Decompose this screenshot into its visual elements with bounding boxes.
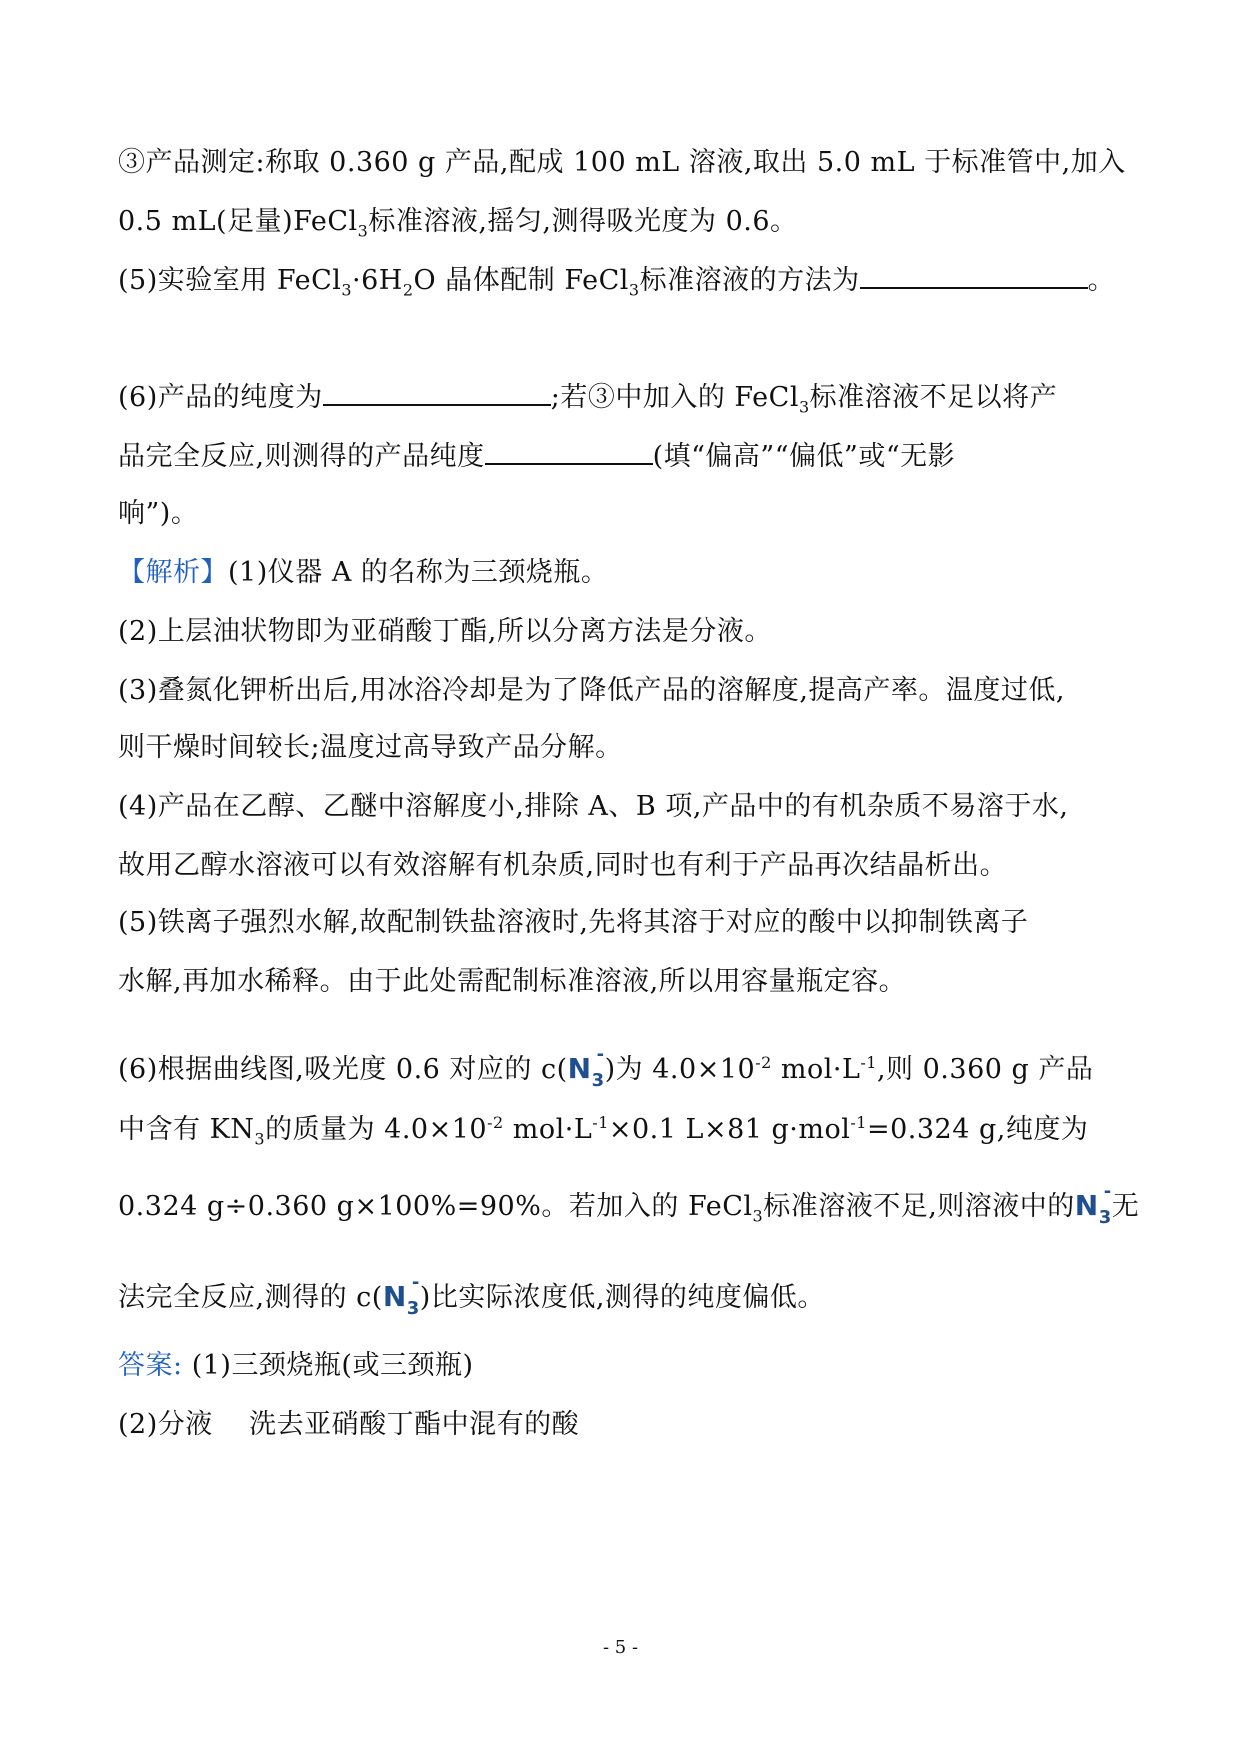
text-segment: 。 bbox=[1087, 265, 1116, 296]
text-line bbox=[118, 612, 1128, 652]
text-segment: ;若③中加入的 FeCl bbox=[550, 382, 799, 413]
text-line bbox=[118, 1103, 1128, 1159]
text-segment: 标准溶液不足,则溶液中的 bbox=[763, 1191, 1075, 1222]
subscript: 3 bbox=[341, 280, 353, 300]
text-segment: 故用乙醇水溶液可以有效溶解有机杂质,同时也有利于产品再次结晶析出。 bbox=[118, 850, 1008, 881]
text-segment: 响”)。 bbox=[118, 498, 199, 529]
text-segment: 则干燥时间较长;温度过高导致产品分解。 bbox=[118, 732, 623, 763]
answer-label: 答案: bbox=[118, 1350, 183, 1381]
question-6 bbox=[118, 378, 1128, 427]
text-segment: 0.324 g÷0.360 g×100%=90%。若加入的 FeCl bbox=[118, 1191, 753, 1222]
text-segment: 标准溶液,摇匀,测得吸光度为 0.6。 bbox=[368, 206, 798, 237]
ion-subscript: 3 bbox=[1098, 1207, 1112, 1228]
answer-heading-line bbox=[118, 1346, 1128, 1386]
text-line bbox=[118, 1181, 1140, 1236]
text-line bbox=[118, 1272, 1128, 1321]
text-line bbox=[118, 202, 1128, 251]
text-line bbox=[118, 671, 1128, 711]
subscript: 3 bbox=[357, 221, 369, 241]
ion-letter: N bbox=[382, 1280, 407, 1313]
text-segment: (6)产品的纯度为 bbox=[118, 382, 323, 413]
text-segment: (5)实验室用 FeCl bbox=[118, 265, 342, 296]
text-segment: 中含有 KN bbox=[118, 1114, 255, 1145]
text-segment: (1)仪器 A 的名称为三颈烧瓶。 bbox=[228, 557, 609, 588]
text-segment: (2)分液 洗去亚硝酸丁酯中混有的酸 bbox=[118, 1409, 580, 1440]
subscript: 3 bbox=[254, 1129, 266, 1149]
text-segment: 0.5 mL(足量)FeCl bbox=[118, 206, 358, 237]
text-segment: (1)三颈烧瓶(或三颈瓶) bbox=[182, 1350, 474, 1381]
subscript: 3 bbox=[752, 1206, 764, 1226]
text-segment: mol·L bbox=[771, 1054, 861, 1085]
text-line bbox=[118, 437, 1128, 477]
text-line bbox=[118, 962, 1128, 1002]
text-segment: )比实际浓度低,测得的纯度偏低。 bbox=[419, 1282, 825, 1313]
text-segment: (5)铁离子强烈水解,故配制铁盐溶液时,先将其溶于对应的酸中以抑制铁离子 bbox=[118, 907, 1029, 938]
text-segment: 无 bbox=[1111, 1191, 1140, 1222]
text-segment: )为 4.0×10 bbox=[604, 1054, 756, 1085]
subscript: 3 bbox=[798, 397, 810, 417]
ion-charge: - bbox=[596, 1044, 605, 1065]
text-segment: (2)上层油状物即为亚硝酸丁酯,所以分离方法是分液。 bbox=[118, 616, 772, 647]
text-segment: O 晶体配制 FeCl bbox=[413, 265, 629, 296]
text-segment: ③产品测定:称取 0.360 g 产品,配成 100 mL 溶液,取出 5.0 mL 于标准管中,加入 bbox=[118, 147, 1126, 178]
ion-letter: N bbox=[1074, 1189, 1099, 1222]
analysis-heading-line bbox=[118, 553, 1128, 593]
text-segment: 水解,再加水稀释。由于此处需配制标准溶液,所以用容量瓶定容。 bbox=[118, 966, 907, 997]
azide-ion-symbol bbox=[382, 1272, 420, 1321]
analysis-label: 【解析】 bbox=[118, 557, 228, 588]
text-line bbox=[118, 1405, 1128, 1445]
text-line bbox=[118, 728, 1128, 768]
text-segment: =0.324 g,纯度为 bbox=[866, 1114, 1089, 1145]
text-line bbox=[118, 494, 1128, 534]
text-line bbox=[118, 903, 1128, 943]
azide-ion-symbol bbox=[567, 1044, 605, 1093]
subscript: 2 bbox=[402, 280, 414, 300]
text-segment: 品完全反应,则测得的产品纯度 bbox=[118, 441, 485, 472]
answer-blank[interactable] bbox=[860, 265, 1088, 289]
text-segment: mol·L bbox=[503, 1114, 593, 1145]
superscript: -2 bbox=[487, 1113, 504, 1132]
text-line bbox=[118, 787, 1128, 827]
ion-subscript: 3 bbox=[406, 1298, 420, 1319]
ion-charge: - bbox=[1103, 1181, 1112, 1202]
text-segment: (6)根据曲线图,吸光度 0.6 对应的 c( bbox=[118, 1054, 568, 1085]
superscript: -2 bbox=[755, 1053, 772, 1072]
text-segment: (3)叠氮化钾析出后,用冰浴冷却是为了降低产品的溶解度,提高产率。温度过低, bbox=[118, 675, 1065, 706]
ion-charge: - bbox=[411, 1272, 420, 1293]
subscript: 3 bbox=[628, 280, 640, 300]
text-line bbox=[118, 846, 1128, 886]
text-line bbox=[118, 1043, 1128, 1093]
azide-ion-symbol bbox=[1074, 1181, 1112, 1230]
superscript: -1 bbox=[860, 1053, 877, 1072]
answer-blank[interactable] bbox=[323, 382, 551, 406]
superscript: -1 bbox=[592, 1113, 609, 1132]
text-segment: 标准溶液的方法为 bbox=[639, 265, 860, 296]
text-segment: 标准溶液不足以将产 bbox=[809, 382, 1058, 413]
text-segment: ×0.1 L×81 g·mol bbox=[608, 1114, 851, 1145]
text-segment: (填“偏高”“偏低”或“无影 bbox=[652, 441, 956, 472]
text-segment: (4)产品在乙醇、乙醚中溶解度小,排除 A、B 项,产品中的有机杂质不易溶于水, bbox=[118, 791, 1069, 822]
ion-subscript: 3 bbox=[591, 1070, 605, 1091]
ion-letter: N bbox=[567, 1052, 592, 1085]
page-number: - 5 - bbox=[602, 1637, 639, 1658]
text-line bbox=[118, 143, 1128, 183]
text-segment: ·6H bbox=[352, 265, 403, 296]
text-segment: 法完全反应,测得的 c( bbox=[118, 1282, 383, 1313]
superscript: -1 bbox=[850, 1113, 867, 1132]
text-segment: ,则 0.360 g 产品 bbox=[876, 1054, 1094, 1085]
answer-blank[interactable] bbox=[485, 441, 653, 465]
question-5 bbox=[118, 261, 1128, 310]
text-segment: 的质量为 4.0×10 bbox=[265, 1114, 488, 1145]
